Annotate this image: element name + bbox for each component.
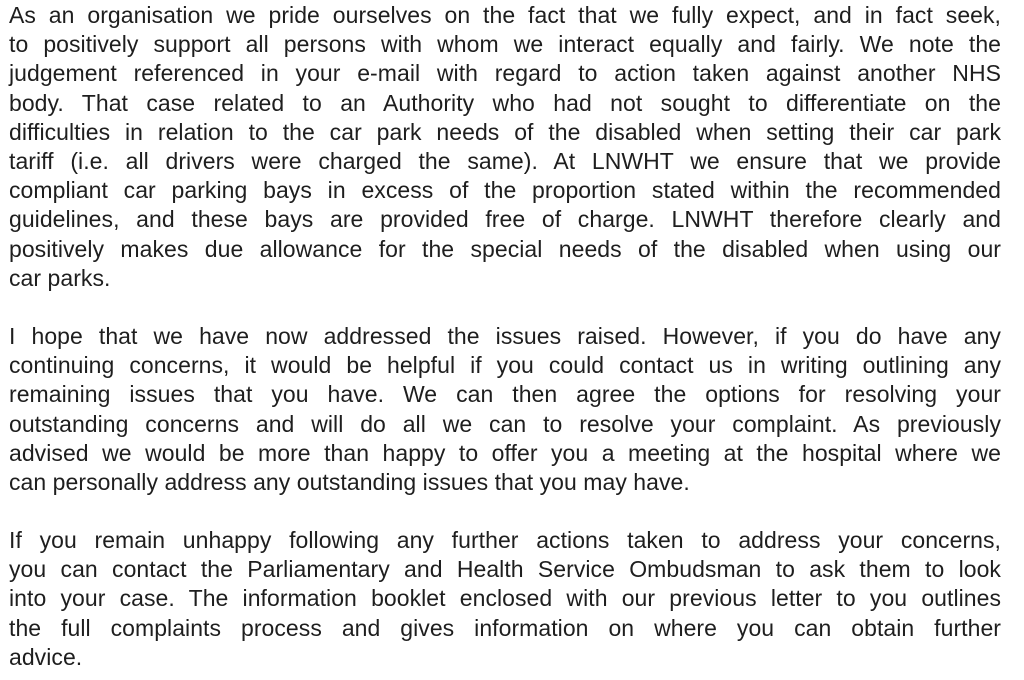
paragraph-accessibility-parking [9, 1, 1001, 293]
paragraph-line: tariff (i.e. all drivers were charged the same). At LNWHT we ensure that we provide [9, 147, 1001, 174]
paragraph-line: body. That case related to an Authority who had not sought to differentiate on the [9, 89, 1001, 116]
paragraph-line: I hope that we have now addressed the issues raised. However, if you do have any [9, 323, 1001, 349]
paragraph-line: guidelines, and these bays are provided free of charge. LNWHT therefore clearly and [9, 206, 1001, 233]
paragraph-line: to positively support all persons with whom we interact equally and fairly. We note the [9, 31, 1001, 58]
paragraph-line: outstanding concerns and will do all we can to resolve your complaint. As previously [9, 410, 1001, 437]
paragraph-line: advice. [9, 643, 83, 670]
paragraph-line: As an organisation we pride ourselves on the fact that we fully expect, and in fact seek, [9, 2, 1001, 28]
paragraph-line: judgement referenced in your e-mail with regard to action taken against another NHS [9, 60, 1001, 87]
paragraph-line: advised we would be more than happy to offer you a meeting at the hospital where we [9, 439, 1001, 466]
paragraph-line: into your case. The information booklet enclosed with our previous letter to you outlines [9, 585, 1001, 612]
paragraph-line: positively makes due allowance for the special needs of the disabled when using our [9, 235, 1001, 262]
paragraph-line: car parks. [9, 264, 111, 291]
paragraph-line: remaining issues that you have. We can then agree the options for resolving your [9, 381, 1001, 408]
paragraph-line: you can contact the Parliamentary and Health Service Ombudsman to ask them to look [9, 556, 1001, 583]
paragraph-line: compliant car parking bays in excess of the proportion stated within the recommended [9, 177, 1001, 204]
paragraph-line: can personally address any outstanding issues that you may have. [9, 468, 690, 495]
paragraph-line: the full complaints process and gives information on where you can obtain further [9, 614, 1001, 641]
paragraph-line: difficulties in relation to the car park needs of the disabled when setting their car park [9, 118, 1001, 145]
paragraph-line: continuing concerns, it would be helpful if you could contact us in writing outlining any [9, 352, 1001, 379]
paragraph-ombudsman [9, 526, 1001, 672]
paragraph-continuing-concerns [9, 322, 1001, 497]
paragraph-line: If you remain unhappy following any further actions taken to address your concerns, [9, 527, 1001, 553]
